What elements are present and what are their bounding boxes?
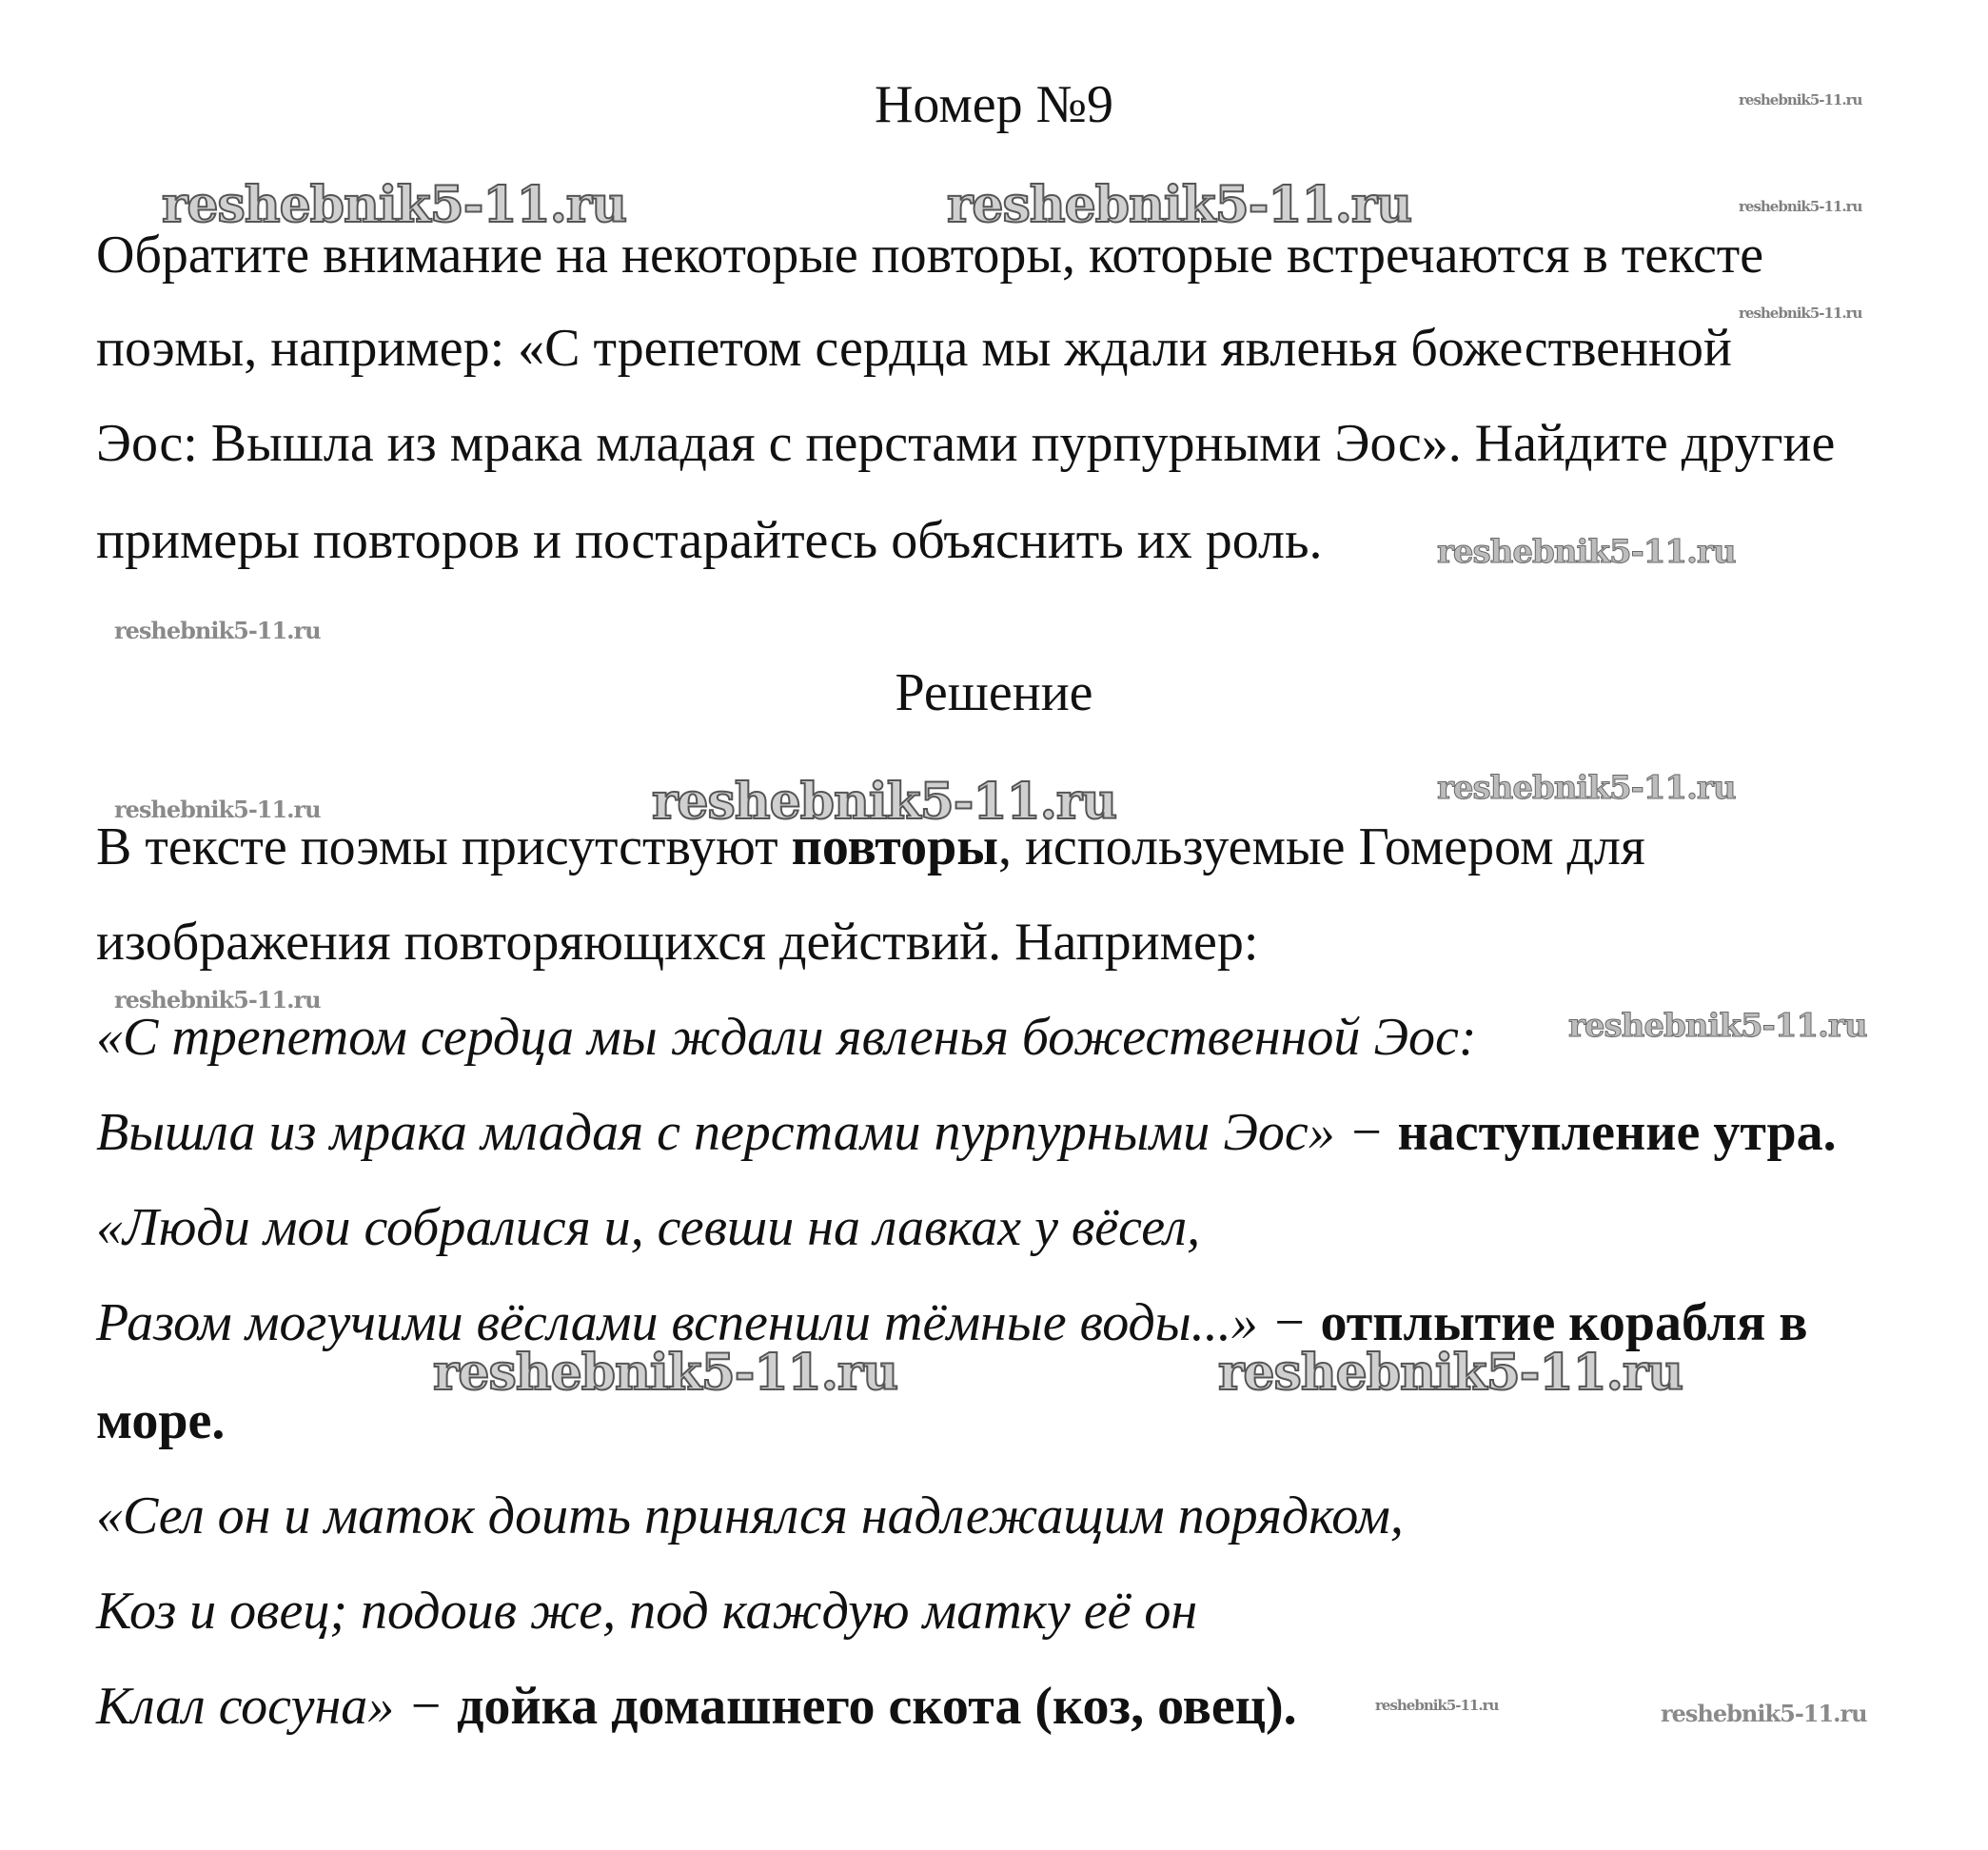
solution-heading: Решение xyxy=(895,663,1093,722)
example-1-meaning: наступление утра. xyxy=(1397,1103,1837,1162)
intro-text-c: , используемые Гомером для xyxy=(997,817,1645,876)
intro-term-repeats: повторы xyxy=(791,817,998,876)
example-2-line-1: «Люди мои собралися и, севши на лавках у вёсел, xyxy=(96,1198,1201,1257)
example-2-line-3: море. xyxy=(96,1391,226,1450)
example-2-meaning: отплытие корабля в xyxy=(1320,1293,1808,1352)
watermark: reshebnik5-11.ru xyxy=(1375,1697,1499,1714)
watermark: reshebnik5-11.ru xyxy=(1568,1007,1867,1045)
example-1-line-1: «С трепетом сердца мы ждали явленья божественной Эос: xyxy=(96,1008,1477,1067)
watermark: reshebnik5-11.ru xyxy=(114,796,321,823)
watermark: reshebnik5-11.ru xyxy=(1437,769,1736,807)
watermark: reshebnik5-11.ru xyxy=(114,986,321,1014)
example-3-quote-end: Клал сосуна» − xyxy=(96,1677,458,1736)
example-1-line-2 xyxy=(96,1103,1837,1162)
intro-text-a: В тексте поэмы присутствуют xyxy=(96,817,792,876)
watermark: reshebnik5-11.ru xyxy=(1218,1344,1683,1402)
solution-intro-2: изображения повторяющихся действий. Например: xyxy=(96,913,1259,972)
example-3-meaning: дойка домашнего скота (коз, овец). xyxy=(457,1677,1297,1736)
task-line-4: примеры повторов и постарайтесь объяснить их роль. xyxy=(96,511,1323,570)
task-line-2: поэмы, например: «С трепетом сердца мы ждали явленья божественной xyxy=(96,319,1732,378)
watermark: reshebnik5-11.ru xyxy=(947,176,1412,234)
example-2-quote-end: Разом могучими вёслами вспенили тёмные воды...» − xyxy=(96,1293,1321,1352)
example-2-line-2 xyxy=(96,1293,1808,1352)
watermark: reshebnik5-11.ru xyxy=(162,176,627,234)
task-title: Номер №9 xyxy=(874,75,1114,134)
task-line-3: Эос: Вышла из мрака младая с перстами пурпурными Эос». Найдите другие xyxy=(96,414,1836,473)
example-3-line-3 xyxy=(96,1677,1297,1736)
example-3-line-1: «Сел он и маток доить принялся надлежащим порядком, xyxy=(96,1486,1404,1545)
watermark: reshebnik5-11.ru xyxy=(1739,305,1862,322)
watermark: reshebnik5-11.ru xyxy=(1739,91,1862,108)
watermark: reshebnik5-11.ru xyxy=(652,773,1117,831)
watermark: reshebnik5-11.ru xyxy=(1661,1700,1867,1727)
watermark: reshebnik5-11.ru xyxy=(433,1344,898,1402)
watermark: reshebnik5-11.ru xyxy=(1739,198,1862,215)
watermark: reshebnik5-11.ru xyxy=(114,617,321,644)
example-1-quote-end: Вышла из мрака младая с перстами пурпурными Эос» − xyxy=(96,1103,1398,1162)
task-line-1: Обратите внимание на некоторые повторы, которые встречаются в тексте xyxy=(96,226,1764,285)
example-3-line-2: Коз и овец; подоив же, под каждую матку её он xyxy=(96,1582,1198,1641)
watermark: reshebnik5-11.ru xyxy=(1437,533,1736,571)
